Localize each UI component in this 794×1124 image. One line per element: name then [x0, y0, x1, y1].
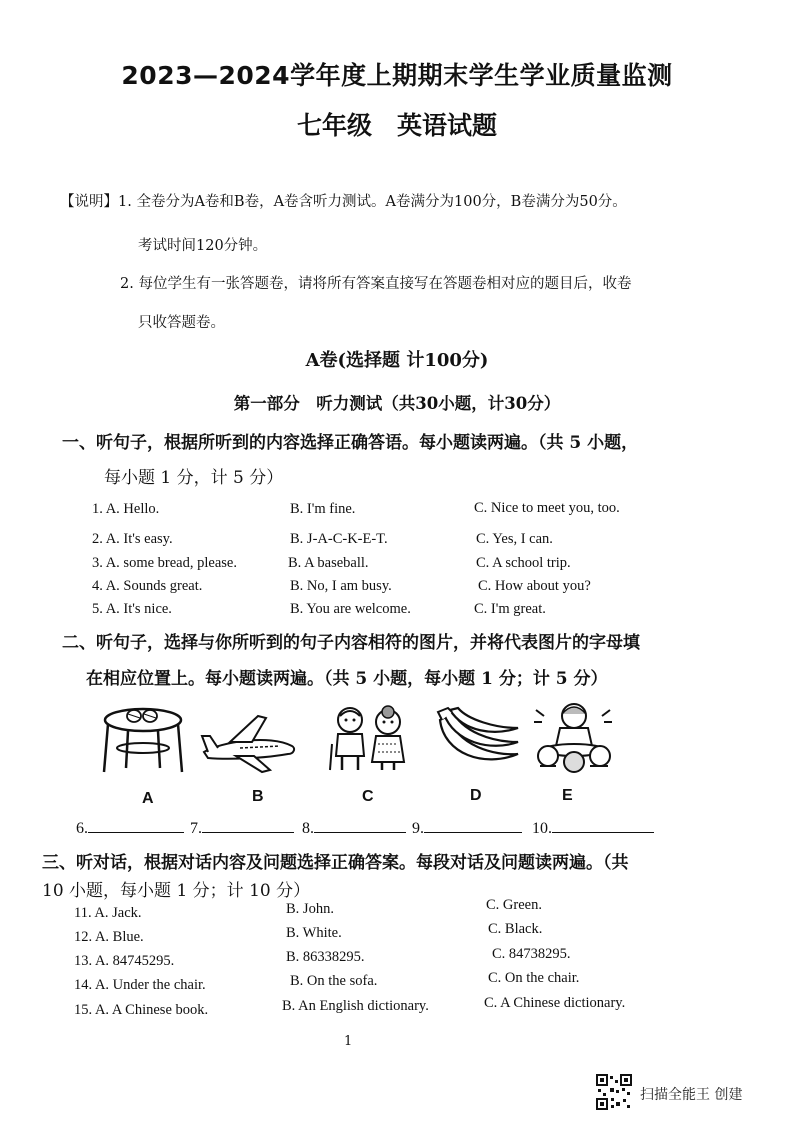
qr-code-icon: [596, 1074, 632, 1110]
answer-blank-6[interactable]: [76, 818, 184, 838]
q3-item-13-option-a: 13. A. 84745295.: [74, 953, 175, 969]
page-title: 2023—2024学年度上期期末学生学业质量监测: [121, 61, 673, 90]
page-number: 1: [344, 1034, 353, 1049]
blank-number: 8.: [302, 820, 314, 837]
blank-line: [552, 818, 654, 833]
instructions-line-2: 2. 每位学生有一张答题卷，请将所有答案直接写在答题卷相对应的题目后，收卷: [120, 276, 632, 292]
q1-item-3-option-a: 3. A. some bread, please.: [92, 555, 237, 571]
q1-item-5-option-c: C. I'm great.: [474, 601, 546, 617]
blank-line: [424, 818, 522, 833]
blank-line: [88, 818, 184, 833]
blank-number: 7.: [190, 820, 202, 837]
blank-line: [314, 818, 406, 833]
blank-line: [202, 818, 294, 833]
q1-item-3-option-b: B. A baseball.: [288, 555, 369, 571]
answer-blank-8[interactable]: [302, 818, 406, 838]
section-a-title: A卷(选择题 计100分): [305, 350, 489, 371]
answer-blank-9[interactable]: [412, 818, 522, 838]
q3-heading-line-1: 三、听对话，根据对话内容及问题选择正确答案。每段对话及问题读两遍。（共: [42, 853, 629, 873]
elderly-couple-icon: [326, 704, 416, 772]
q1-item-1-option-a: 1. A. Hello.: [92, 501, 160, 517]
blank-number: 9.: [412, 820, 424, 837]
picture-label-d: D: [470, 787, 482, 804]
q1-heading-line-2: 每小题 1 分，计 5 分）: [104, 468, 284, 488]
q1-item-1-option-c: C. Nice to meet you, too.: [474, 500, 620, 516]
q1-item-2-option-b: B. J-A-C-K-E-T.: [290, 531, 388, 547]
q3-item-12-option-c: C. Black.: [488, 921, 543, 937]
q1-heading-line-1: 一、听句子，根据所听到的内容选择正确答语。每小题读两遍。（共 5 小题，: [62, 433, 639, 453]
instructions-line-2b: 只收答题卷。: [138, 315, 225, 331]
instructions-line-1: 【说明】1. 全卷分为A卷和B卷，A卷含听力测试。A卷满分为100分，B卷满分为50分。: [60, 194, 627, 210]
picture-label-b: B: [252, 788, 264, 805]
q1-item-5-option-a: 5. A. It's nice.: [92, 601, 172, 617]
q3-item-13-option-b: B. 86338295.: [286, 949, 365, 965]
q3-item-14-option-a: 14. A. Under the chair.: [74, 977, 206, 993]
q3-item-15-option-c: C. A Chinese dictionary.: [484, 995, 626, 1011]
q3-item-14-option-b: B. On the sofa.: [290, 973, 378, 989]
q1-item-5-option-b: B. You are welcome.: [290, 601, 411, 617]
answer-blank-7[interactable]: [190, 818, 294, 838]
q1-item-4-option-c: C. How about you?: [478, 578, 591, 594]
q3-item-15-option-a: 15. A. A Chinese book.: [74, 1002, 209, 1018]
scanner-watermark: 扫描全能王 创建: [640, 1087, 743, 1103]
q3-item-14-option-c: C. On the chair.: [488, 970, 580, 986]
blank-number: 6.: [76, 820, 88, 837]
q3-item-12-option-b: B. White.: [286, 925, 342, 941]
q3-item-11-option-c: C. Green.: [486, 897, 542, 913]
picture-label-a: A: [142, 790, 154, 807]
answer-blank-10[interactable]: [532, 818, 654, 838]
q1-item-2-option-c: C. Yes, I can.: [476, 531, 553, 547]
instructions-line-1b: 考试时间120分钟。: [138, 238, 268, 254]
part-1-title: 第一部分 听力测试（共30小题，计30分）: [233, 394, 561, 413]
q1-item-4-option-b: B. No, I am busy.: [290, 578, 392, 594]
q3-item-15-option-b: B. An English dictionary.: [282, 998, 429, 1014]
q3-item-11-option-b: B. John.: [286, 901, 334, 917]
q1-item-3-option-c: C. A school trip.: [476, 555, 571, 571]
q3-heading-line-2: 10 小题，每小题 1 分；计 10 分）: [42, 881, 311, 901]
picture-label-e: E: [562, 787, 573, 804]
page-subtitle: 七年级 英语试题: [296, 111, 497, 140]
q3-item-12-option-a: 12. A. Blue.: [74, 929, 144, 945]
bananas-icon: [434, 706, 524, 770]
picture-label-c: C: [362, 788, 374, 805]
q1-item-1-option-b: B. I'm fine.: [290, 501, 356, 517]
blank-number: 10.: [532, 820, 552, 837]
q2-heading-line-2: 在相应位置上。每小题读两遍。（共 5 小题，每小题 1 分；计 5 分）: [86, 669, 608, 689]
q2-heading-line-1: 二、听句子，选择与你所听到的句子内容相符的图片，并将代表图片的字母填: [62, 633, 640, 653]
q3-item-13-option-c: C. 84738295.: [492, 946, 571, 962]
q1-item-4-option-a: 4. A. Sounds great.: [92, 578, 203, 594]
q1-item-2-option-a: 2. A. It's easy.: [92, 531, 173, 547]
airplane-icon: [200, 712, 300, 774]
family-dinner-icon: [528, 700, 620, 774]
q3-item-11-option-a: 11. A. Jack.: [74, 905, 142, 921]
table-with-balls-icon: [100, 702, 186, 776]
